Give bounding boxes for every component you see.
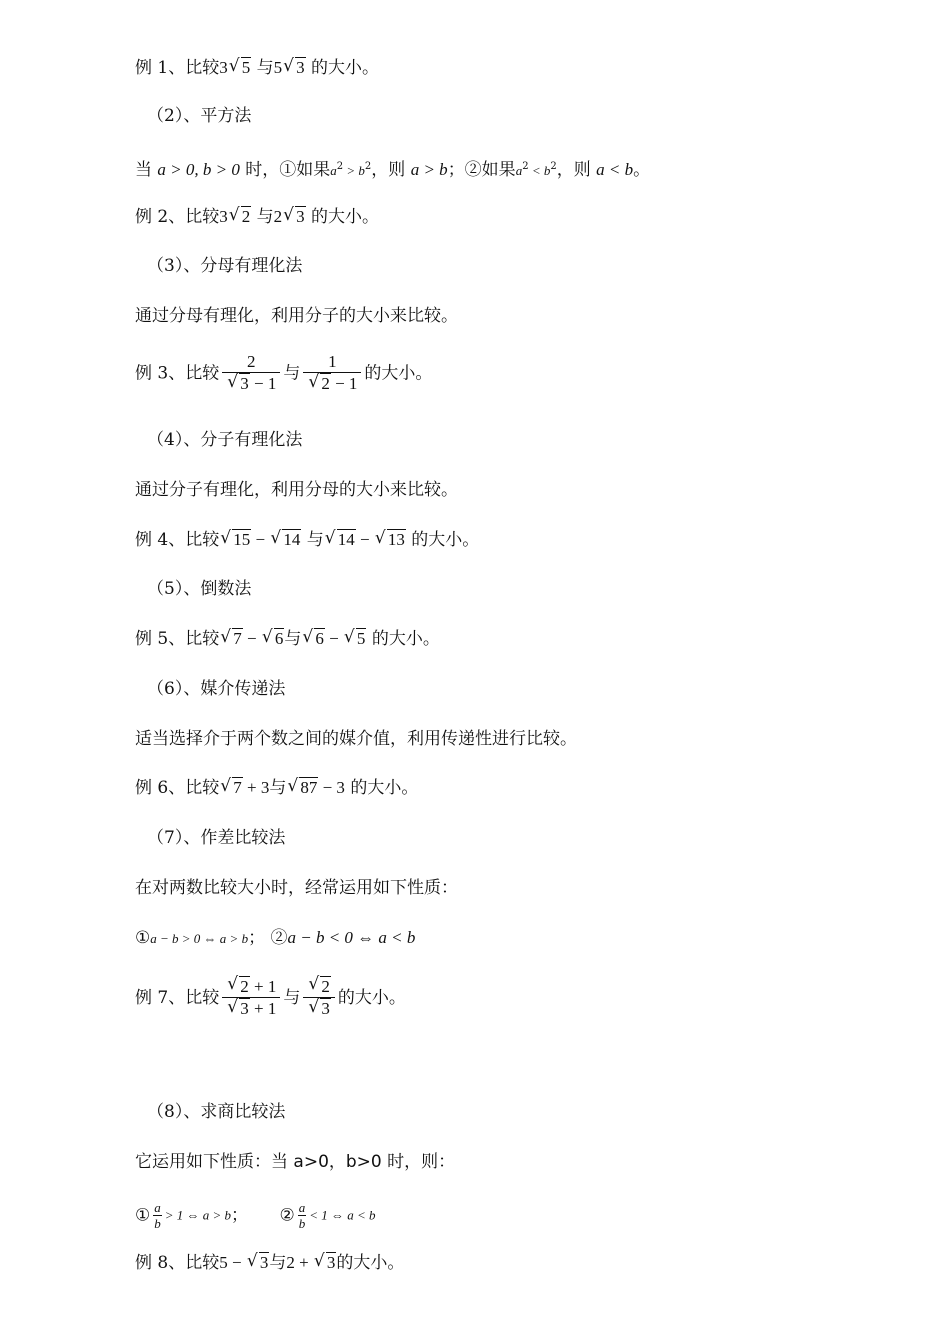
sqrt-sign [262,627,285,651]
text: 。 [633,160,651,180]
sqrt-sign [229,56,252,80]
suffix: 的大小。 [350,778,419,798]
term: 2 + [286,1253,313,1272]
suffix: 的大小。 [311,58,380,78]
example-2 [135,205,379,229]
example-7 [135,976,406,1020]
term: + 3 [242,778,270,797]
den-rest: + 1 [249,999,277,1018]
fraction [298,1200,307,1231]
property-7 [135,926,415,951]
example-7-prefix: 例 7、比较 [135,988,220,1008]
connector: 与 [269,1253,287,1273]
denominator [303,372,361,395]
rule-2 [135,155,650,183]
minus: − [242,629,261,648]
radicand: 2 [241,207,251,226]
section-4-desc: 通过分子有理化，利用分母的大小来比较。 [135,480,458,500]
formula: < 1 ⇔ a < b [309,1207,376,1223]
exponent: 2 [364,161,372,172]
exponent: 2 [522,161,529,172]
sqrt-sign [308,976,331,997]
fraction [222,352,280,395]
sqrt-sign [227,998,250,1020]
connector: 与 [306,530,324,550]
section-6-desc: 适当选择介于两个数之间的媒介值，利用传递性进行比较。 [135,729,577,749]
suffix: 的大小。 [371,629,440,649]
connector: 与 [256,58,274,78]
radicand: 7 [233,629,242,648]
numerator [303,976,335,997]
radicand: 6 [274,629,284,648]
den-rest: − 1 [249,374,277,393]
denominator: b [298,1216,306,1231]
separator: ； [248,928,266,948]
section-2-title: （2）、平方法 [147,106,252,126]
sqrt-sign [308,998,331,1020]
example-5 [135,627,440,651]
radicand: 3 [296,58,305,77]
math-a: a [515,163,523,178]
example-5-prefix: 例 5、比较 [135,629,220,649]
result: a < b [596,160,634,179]
fraction [303,352,361,395]
fraction [222,976,280,1020]
fraction [153,1200,162,1231]
sqrt-sign [283,205,306,229]
text: ，则 [556,160,591,180]
term: − 3 [318,778,345,797]
connector: 与 [283,363,301,384]
radicand: 2 [240,977,249,996]
radicand: 2 [321,977,330,996]
example-3 [135,352,432,395]
suffix: 的大小。 [411,530,480,550]
connector: 与 [284,629,302,649]
numerator: a [298,1200,306,1215]
example-2-prefix: 例 2、比较 [135,207,220,227]
radicand: 5 [356,629,366,648]
sqrt-sign [247,1251,270,1275]
formula: > 1 ⇔ a > b [164,1207,232,1223]
desc-text: 它运用如下性质：当 a>0，b>0 时，则： [135,1152,456,1172]
sqrt-sign [314,1251,337,1275]
connector: 与 [283,988,301,1008]
formula: a − b > 0 ⇔ a > b [150,931,249,946]
suffix: 的大小。 [337,988,406,1008]
sqrt-sign [375,528,406,552]
coef: 5 [273,58,283,77]
example-6-prefix: 例 6、比较 [135,778,220,798]
section-8-desc [135,1150,455,1174]
coef: 3 [219,58,228,77]
text: ；②如果 [447,160,516,180]
coef: 3 [219,207,228,226]
separator: ； [231,1205,249,1226]
example-8 [135,1251,404,1275]
example-4-prefix: 例 4、比较 [135,530,220,550]
section-3-desc: 通过分母有理化，利用分子的大小来比较。 [135,306,458,326]
sqrt-sign [220,776,243,800]
math-cmp: < b [528,163,551,178]
section-6-title: （6）、媒介传递法 [147,679,286,699]
sqrt-sign [308,373,331,395]
suffix: 的大小。 [336,1253,405,1273]
section-7-title: （7）、作差比较法 [147,828,286,848]
radicand: 3 [321,999,330,1018]
text: 时，①如果 [245,160,331,180]
sqrt-sign [302,627,325,651]
section-3-title: （3）、分母有理化法 [147,256,303,276]
math-a: a [330,163,337,178]
circled-2: ② [279,1205,295,1226]
radicand: 3 [296,207,305,226]
circled-1: ① [135,928,151,948]
sqrt-sign [220,528,251,552]
radicand: 13 [387,530,405,549]
text: 当 [135,160,152,180]
section-7-desc: 在对两数比较大小时，经常运用如下性质： [135,878,458,898]
radicand: 87 [300,778,318,797]
result: a > b [410,160,448,179]
formula: a − b < 0 ⇔ a < b [287,928,416,947]
circled-2: ② [270,928,288,948]
sqrt-sign [227,976,250,997]
minus: − [355,530,374,549]
denominator [303,997,335,1020]
sqrt-sign [344,627,367,651]
radicand: 3 [259,1253,269,1272]
section-5-title: （5）、倒数法 [147,579,252,599]
math-cmp: > b [343,163,365,178]
denominator: b [154,1216,161,1231]
sqrt-sign [227,373,250,395]
radicand: 14 [283,530,301,549]
numerator: 2 [247,352,256,371]
radicand: 3 [240,374,249,393]
minus: − [251,530,270,549]
example-1 [135,56,379,80]
sqrt-sign [283,56,306,80]
numerator [222,976,280,997]
numerator: 1 [328,352,337,371]
sqrt-sign [287,776,318,800]
sqrt-sign [220,627,243,651]
numerator: a [154,1200,161,1215]
minus: − [324,629,343,648]
coef: 2 [273,207,283,226]
denominator [222,372,280,395]
radicand: 2 [321,374,330,393]
radicand: 7 [233,778,242,797]
radicand: 14 [337,530,355,549]
den-rest: − 1 [330,374,358,393]
example-1-prefix: 例 1、比较 [135,58,220,78]
example-4 [135,528,479,552]
connector: 与 [269,778,287,798]
condition: a > 0, b > 0 [157,160,240,179]
sqrt-sign [325,528,356,552]
section-8-title: （8）、求商比较法 [147,1102,286,1122]
exponent: 2 [336,161,344,172]
num-rest: + 1 [249,977,277,996]
example-8-prefix: 例 8、比较 [135,1253,220,1273]
text: ，则 [371,160,406,180]
circled-1: ① [135,1205,151,1226]
suffix: 的大小。 [364,363,433,384]
radicand: 5 [241,58,251,77]
example-3-prefix: 例 3、比较 [135,363,220,384]
denominator [222,997,280,1020]
suffix: 的大小。 [311,207,380,227]
property-8 [135,1200,376,1231]
section-4-title: （4）、分子有理化法 [147,430,303,450]
connector: 与 [256,207,274,227]
radicand: 3 [326,1253,336,1272]
example-6 [135,776,418,800]
fraction [303,976,335,1020]
sqrt-sign [229,205,252,229]
sqrt-sign [270,528,301,552]
exponent: 2 [550,161,557,172]
term: 5 − [219,1253,246,1272]
radicand: 15 [233,530,251,549]
radicand: 6 [315,629,324,648]
radicand: 3 [240,999,249,1018]
